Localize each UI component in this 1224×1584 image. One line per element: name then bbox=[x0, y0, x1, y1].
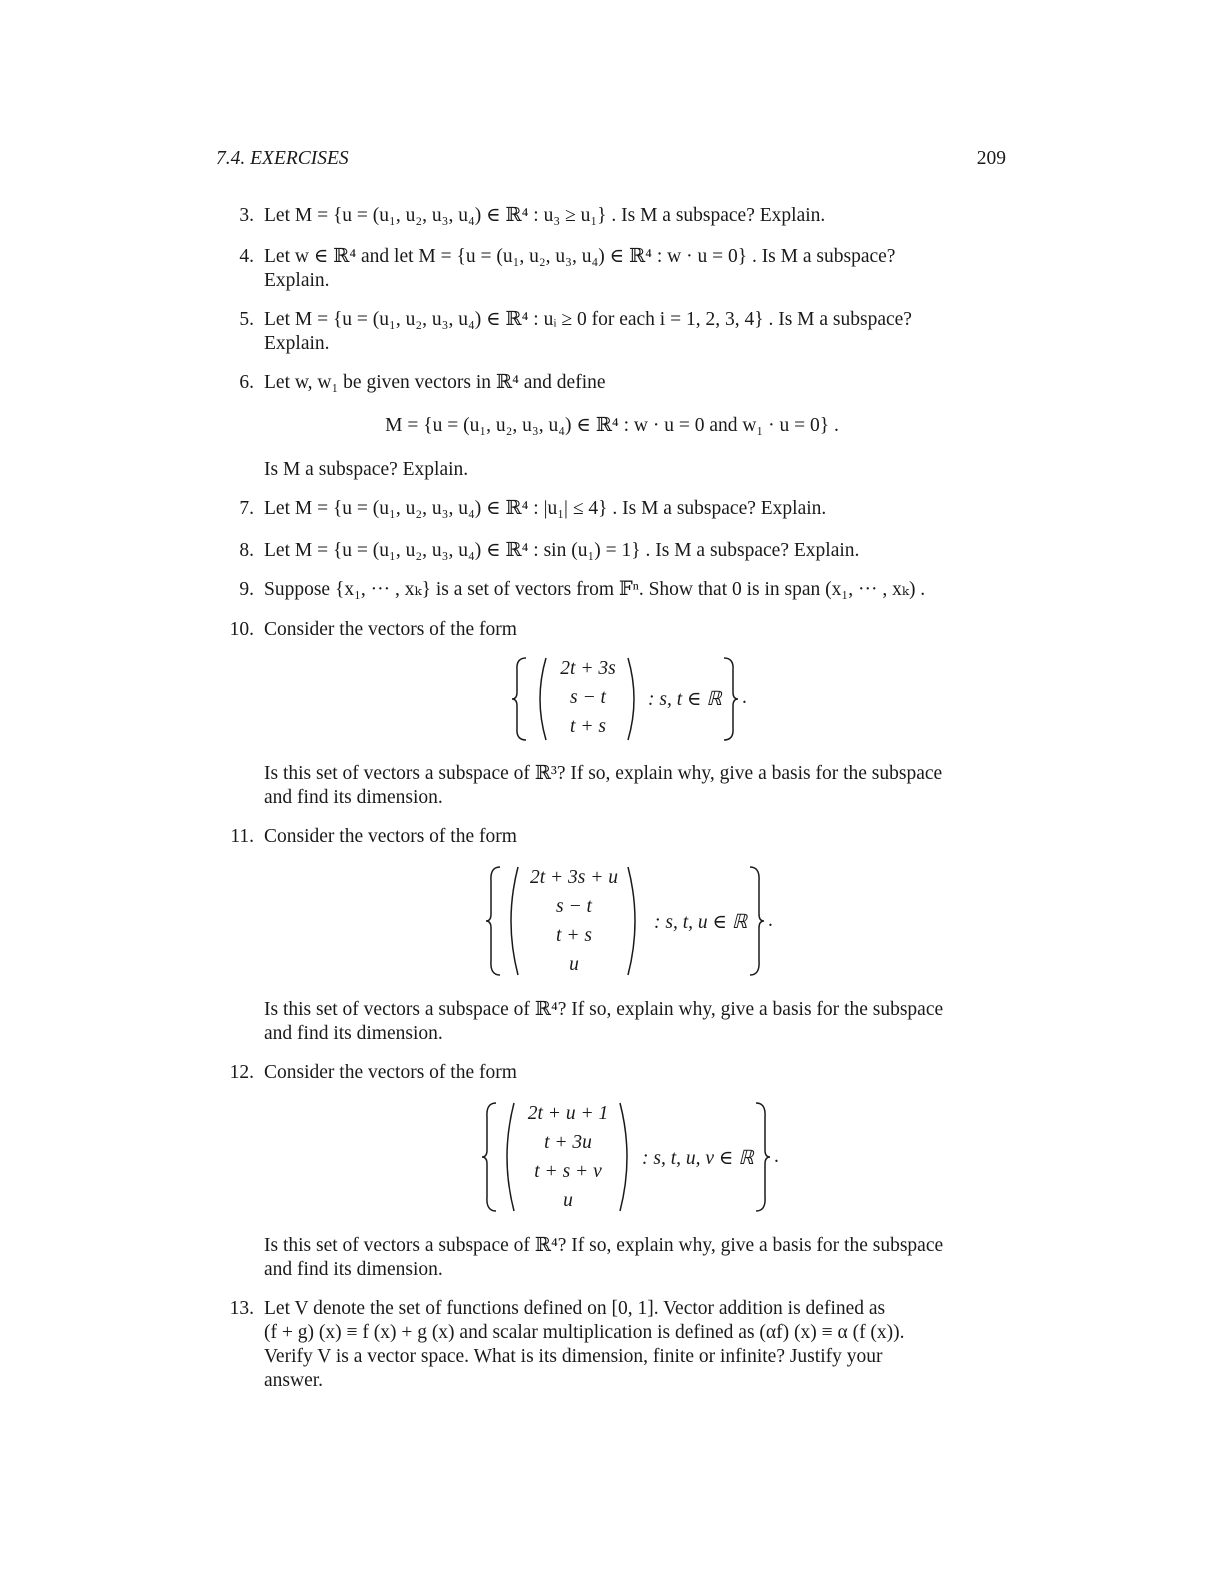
exercise-text-line: Let V denote the set of functions defined on [0, 1]. Vector addition is defined as bbox=[264, 1298, 886, 1319]
exercise-12 bbox=[216, 1061, 1006, 1085]
exercise-text-line: Verify V is a vector space. What is its dimension, finite or infinite? Justify your bbox=[264, 1346, 883, 1367]
exercise-text-line: Is this set of vectors a subspace of ℝ⁴? If so, explain why, give a basis for the subspace bbox=[264, 1235, 944, 1256]
exercise-text: Suppose {x₁, ··· , xₖ} is a set of vectors from 𝔽ⁿ. Show that 0 is in span (x₁, ··· , xₖ) . bbox=[264, 579, 926, 600]
exercise-7 bbox=[216, 497, 1006, 521]
exercise-text-line: Let w ∈ ℝ⁴ and let M = {u = (u₁, u₂, u₃, u₄) ∈ ℝ⁴ : w · u = 0} . Is M a subspace? bbox=[264, 246, 896, 267]
exercise-number: 3. bbox=[239, 205, 254, 226]
exercise-5 bbox=[216, 308, 1006, 356]
exercise-number: 7. bbox=[239, 498, 254, 519]
vector-entry: u bbox=[569, 954, 579, 975]
exercise-number: 12. bbox=[229, 1062, 254, 1083]
exercise-number: 8. bbox=[239, 540, 254, 561]
exercise-text: Let M = {u = (u₁, u₂, u₃, u₄) ∈ ℝ⁴ : |u₁| ≤ 4} . Is M a subspace? Explain. bbox=[264, 498, 827, 519]
exercise-number: 6. bbox=[239, 372, 254, 393]
vector-entry: 2t + 3s + u bbox=[529, 867, 619, 888]
vector-entry: 2t + u + 1 bbox=[527, 1103, 609, 1124]
exercise-text-line: and find its dimension. bbox=[264, 1023, 443, 1044]
exercise-text-line: Is M a subspace? Explain. bbox=[264, 459, 469, 480]
exercise-intro: Consider the vectors of the form bbox=[264, 619, 517, 640]
page-number: 209 bbox=[976, 148, 1006, 169]
set-display-10 bbox=[512, 656, 762, 742]
exercise-4 bbox=[216, 245, 1006, 293]
vector-entry: t + 3u bbox=[544, 1132, 592, 1153]
vector-entry: t + s bbox=[556, 925, 592, 946]
exercise-3 bbox=[216, 204, 1006, 228]
exercise-number: 11. bbox=[230, 826, 254, 847]
exercise-text-line: Explain. bbox=[264, 270, 330, 291]
set-display-12 bbox=[482, 1101, 792, 1213]
exercise-number: 10. bbox=[229, 619, 254, 640]
display-equation: M = {u = (u₁, u₂, u₃, u₄) ∈ ℝ⁴ : w · u = 0 and w₁ · u = 0} . bbox=[385, 415, 839, 436]
vector-entry: t + s bbox=[570, 716, 606, 737]
set-condition: : s, t ∈ ℝ bbox=[648, 689, 722, 710]
exercise-number: 4. bbox=[239, 246, 254, 267]
exercise-8 bbox=[216, 539, 1006, 563]
exercise-13 bbox=[216, 1297, 1006, 1393]
exercise-text: Let M = {u = (u₁, u₂, u₃, u₄) ∈ ℝ⁴ : sin (u₁) = 1} . Is M a subspace? Explain. bbox=[264, 540, 860, 561]
vector-entry: 2t + 3s bbox=[560, 658, 616, 679]
period: . bbox=[742, 687, 747, 708]
exercise-9 bbox=[216, 578, 1006, 602]
exercise-text-line: (f + g) (x) ≡ f (x) + g (x) and scalar multiplication is defined as (αf) (x) ≡ α (f (x)). bbox=[264, 1322, 905, 1343]
exercise-intro: Consider the vectors of the form bbox=[264, 826, 517, 847]
exercise-text-line: Let w, w₁ be given vectors in ℝ⁴ and define bbox=[264, 372, 606, 393]
exercise-text-line: and find its dimension. bbox=[264, 1259, 443, 1280]
exercise-11 bbox=[216, 825, 1006, 849]
exercise-number: 13. bbox=[229, 1298, 254, 1319]
exercise-text-line: and find its dimension. bbox=[264, 787, 443, 808]
exercise-text-line: Explain. bbox=[264, 333, 330, 354]
vector-entry: u bbox=[563, 1190, 573, 1211]
exercise-number: 9. bbox=[239, 579, 254, 600]
period: . bbox=[768, 910, 773, 931]
vector-entry: s − t bbox=[570, 687, 606, 708]
set-display-11 bbox=[486, 865, 786, 977]
running-header bbox=[216, 148, 1006, 174]
set-condition: : s, t, u, v ∈ ℝ bbox=[642, 1148, 754, 1169]
exercise-6 bbox=[216, 371, 1006, 395]
section-title: 7.4. EXERCISES bbox=[216, 148, 349, 169]
vector-entry: t + s + v bbox=[534, 1161, 602, 1182]
exercise-10 bbox=[216, 618, 1006, 642]
exercise-text-line: answer. bbox=[264, 1370, 324, 1391]
exercise-text-line: Is this set of vectors a subspace of ℝ³? If so, explain why, give a basis for the subspace bbox=[264, 763, 943, 784]
period: . bbox=[774, 1146, 779, 1167]
exercise-number: 5. bbox=[239, 309, 254, 330]
vector-entry: s − t bbox=[556, 896, 592, 917]
exercise-text-line: Let M = {u = (u₁, u₂, u₃, u₄) ∈ ℝ⁴ : uᵢ ≥ 0 for each i = 1, 2, 3, 4} . Is M a subspace? bbox=[264, 309, 912, 330]
exercise-intro: Consider the vectors of the form bbox=[264, 1062, 517, 1083]
exercise-text-line: Is this set of vectors a subspace of ℝ⁴? If so, explain why, give a basis for the subspace bbox=[264, 999, 944, 1020]
set-condition: : s, t, u ∈ ℝ bbox=[654, 912, 748, 933]
exercise-text: Let M = {u = (u₁, u₂, u₃, u₄) ∈ ℝ⁴ : u₃ ≥ u₁} . Is M a subspace? Explain. bbox=[264, 205, 826, 226]
